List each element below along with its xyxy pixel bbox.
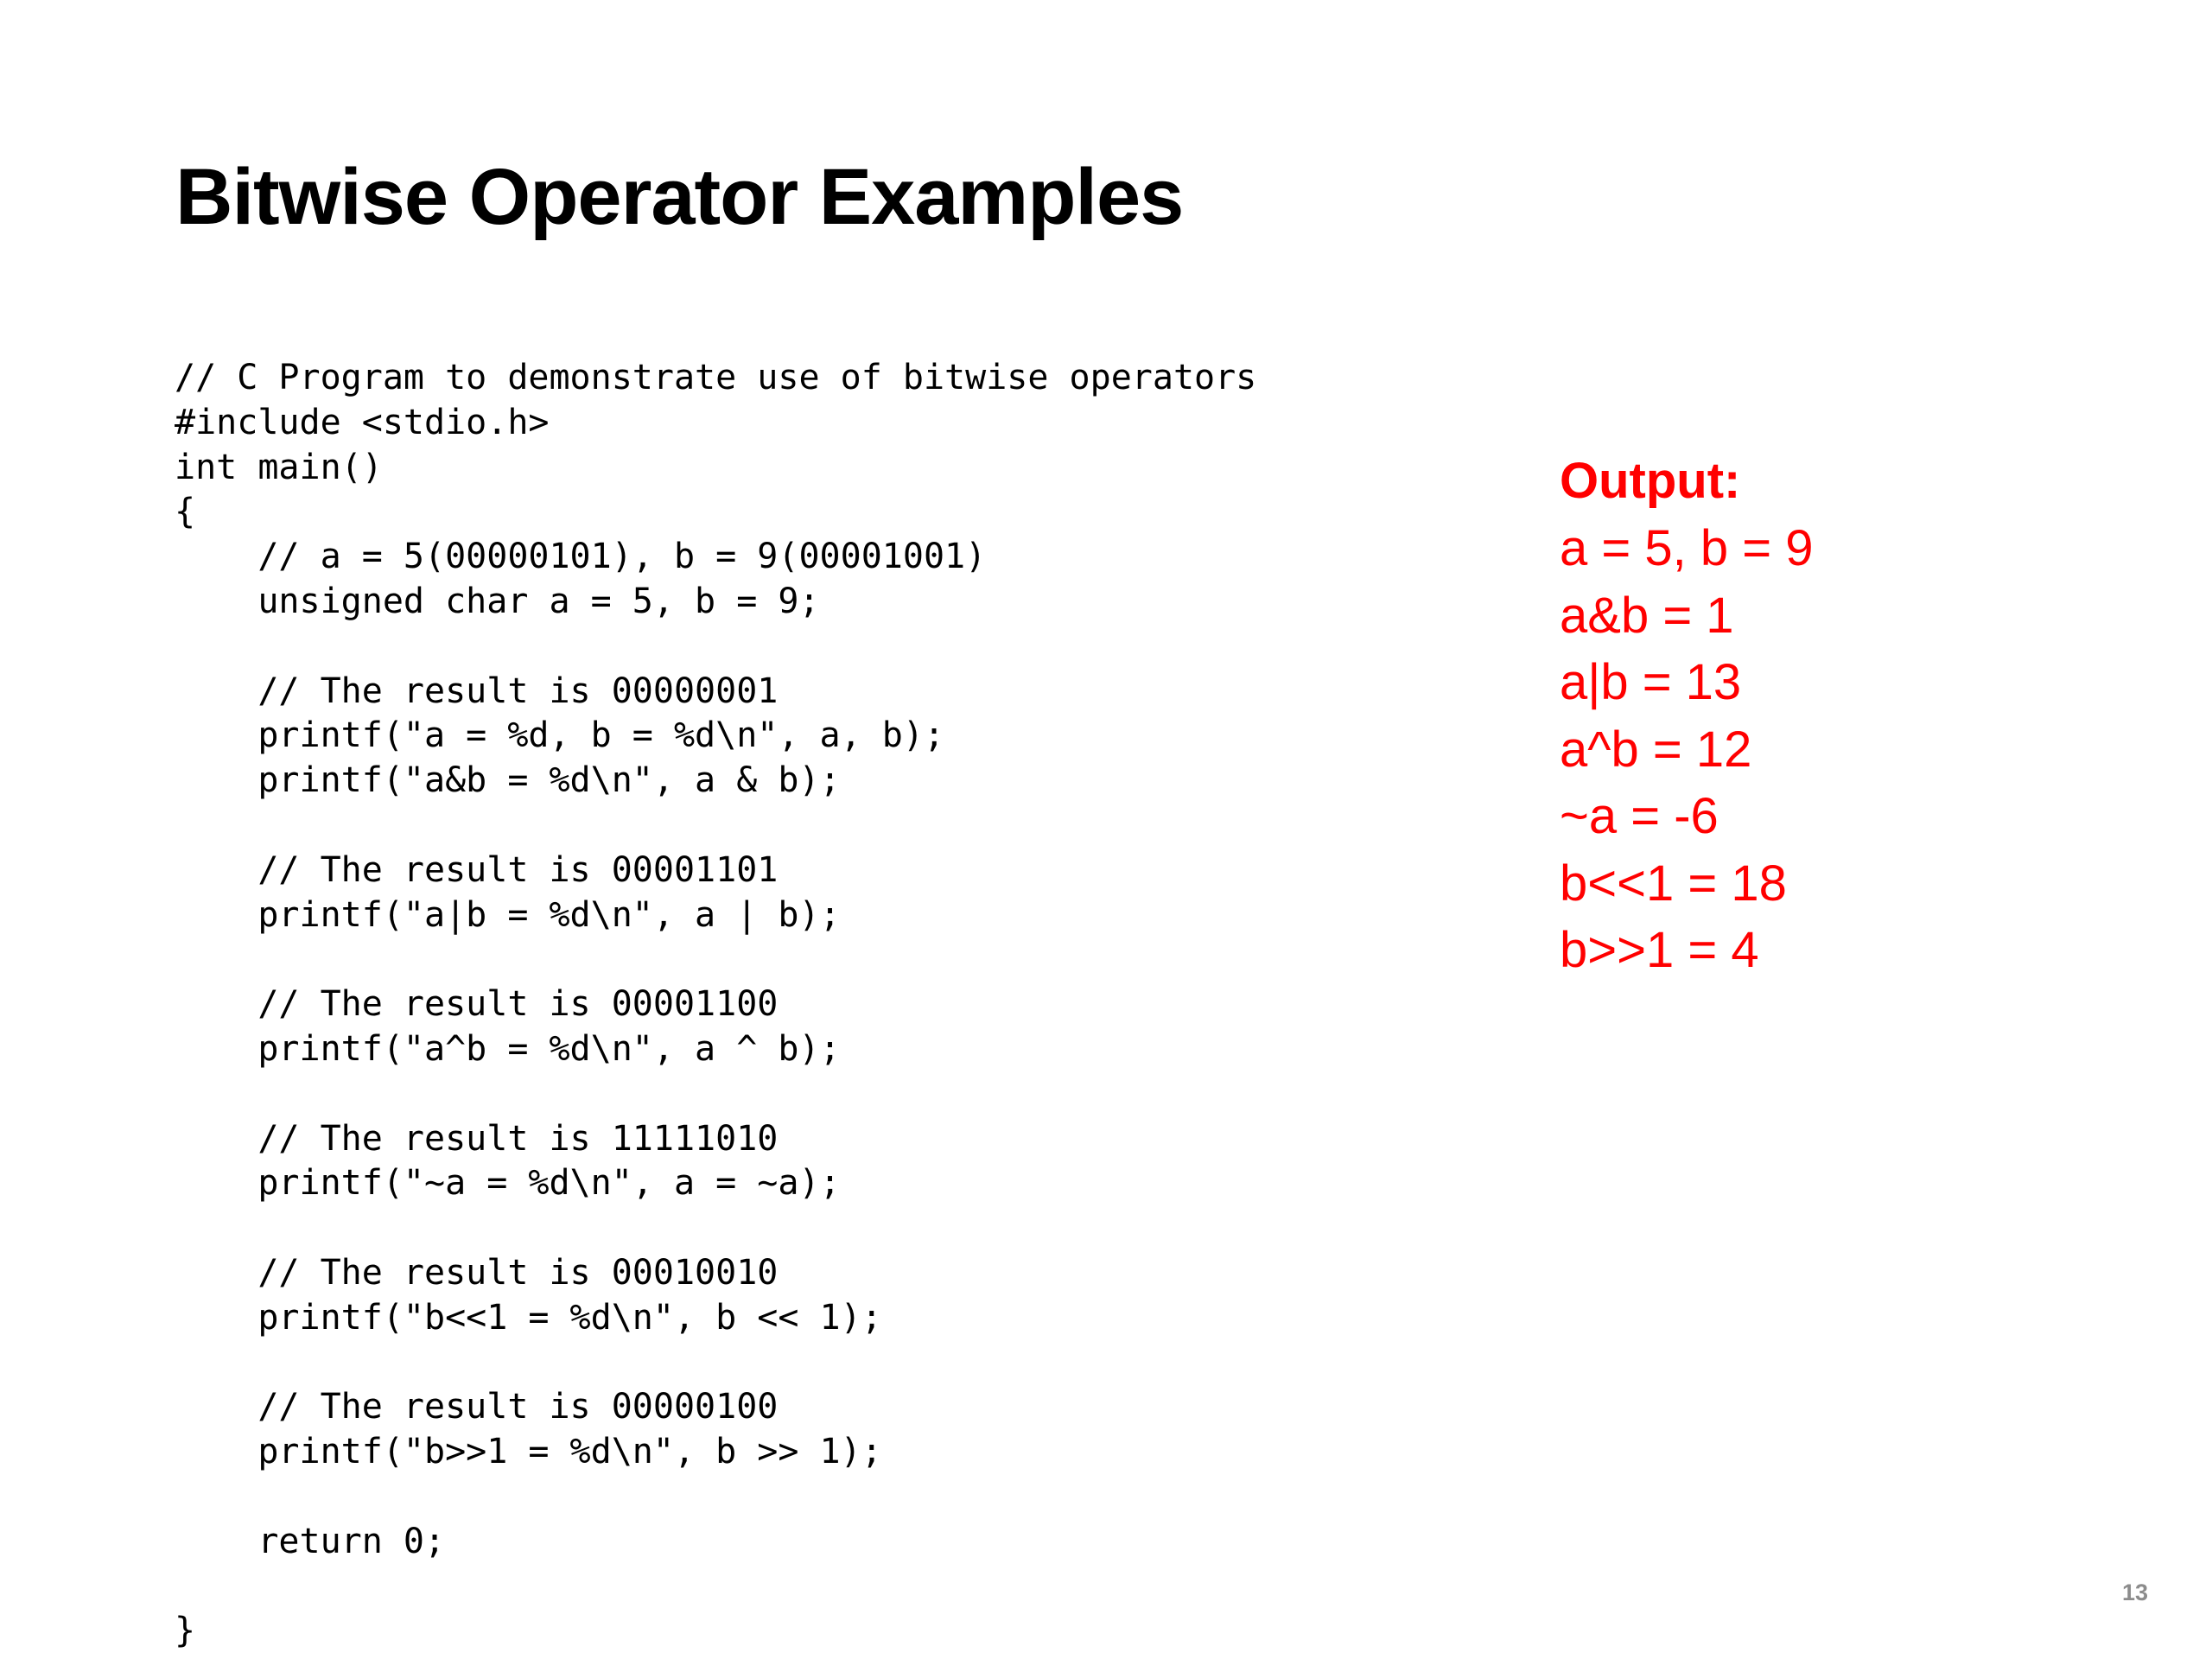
output-line: a = 5, b = 9 xyxy=(1560,520,1814,576)
code-line xyxy=(175,1565,1256,1610)
code-line xyxy=(175,1341,1256,1386)
code-line: // C Program to demonstrate use of bitwise operators xyxy=(175,358,1257,397)
code-line: return 0; xyxy=(175,1521,446,1561)
slide-title: Bitwise Operator Examples xyxy=(175,153,1184,241)
code-line xyxy=(175,1206,1256,1251)
code-line: // The result is 00000001 xyxy=(175,671,779,711)
code-line xyxy=(175,804,1256,849)
output-line: a|b = 13 xyxy=(1560,654,1742,710)
code-line: } xyxy=(175,1611,196,1651)
code-line xyxy=(175,1475,1256,1520)
code-line: // a = 5(00000101), b = 9(00001001) xyxy=(175,537,987,577)
code-line xyxy=(175,1072,1256,1117)
code-line: printf("a = %d, b = %d\n", a, b); xyxy=(175,715,945,756)
code-line xyxy=(175,625,1256,670)
code-line: printf("b<<1 = %d\n", b << 1); xyxy=(175,1297,882,1338)
code-line xyxy=(175,938,1256,982)
code-line: printf("a|b = %d\n", a | b); xyxy=(175,894,841,935)
output-line: a^b = 12 xyxy=(1560,721,1752,778)
code-block xyxy=(175,356,1256,1654)
output-heading: Output: xyxy=(1560,453,1741,509)
code-line: // The result is 00010010 xyxy=(175,1252,779,1293)
output-line: ~a = -6 xyxy=(1560,788,1719,844)
output-line: a&b = 1 xyxy=(1560,587,1734,644)
code-line: // The result is 00001101 xyxy=(175,849,779,890)
code-line: int main() xyxy=(175,447,383,487)
code-line: printf("a&b = %d\n", a & b); xyxy=(175,760,841,801)
output-panel xyxy=(1560,448,1813,984)
code-line: // The result is 11111010 xyxy=(175,1118,779,1159)
code-line: unsigned char a = 5, b = 9; xyxy=(175,581,820,621)
code-line: { xyxy=(175,492,196,532)
output-line: b<<1 = 18 xyxy=(1560,855,1787,912)
output-line: b>>1 = 4 xyxy=(1560,922,1759,978)
code-line: printf("~a = %d\n", a = ~a); xyxy=(175,1163,841,1204)
page-number: 13 xyxy=(2121,1580,2148,1605)
code-line: // The result is 00001100 xyxy=(175,984,779,1025)
code-line: printf("b>>1 = %d\n", b >> 1); xyxy=(175,1432,882,1472)
code-line: #include <stdio.h> xyxy=(175,402,550,442)
code-line: // The result is 00000100 xyxy=(175,1387,779,1427)
code-line: printf("a^b = %d\n", a ^ b); xyxy=(175,1028,841,1069)
